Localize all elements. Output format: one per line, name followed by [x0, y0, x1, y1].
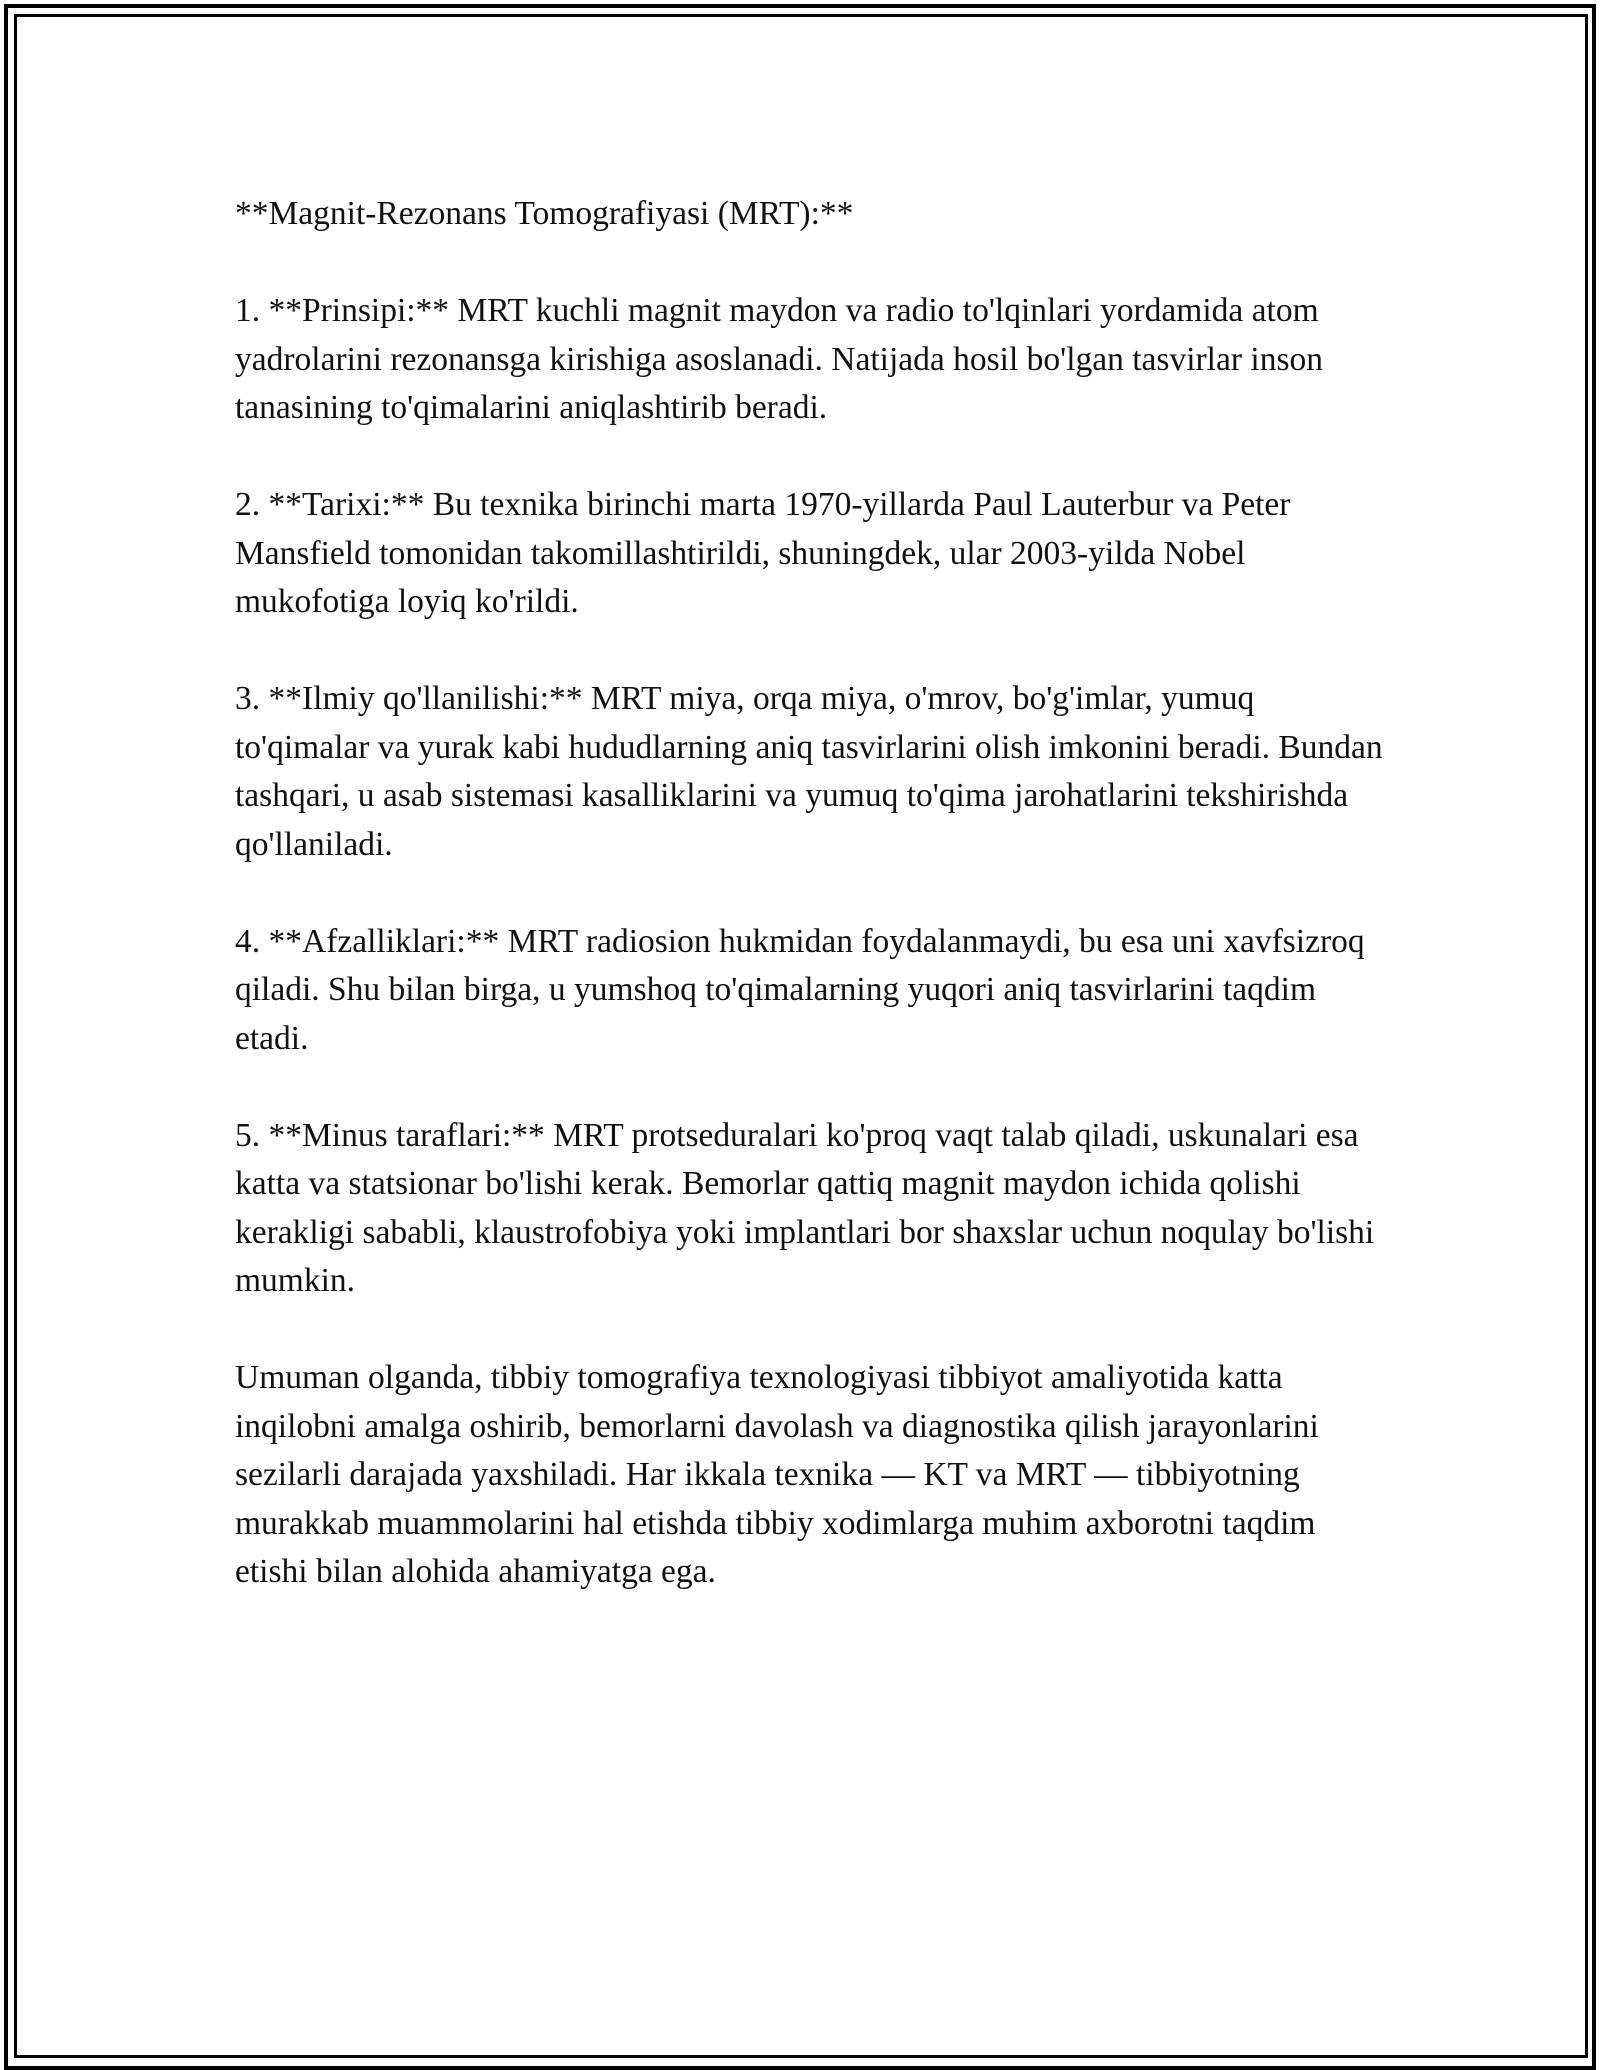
list-item-history: 2. **Tarixi:** Bu texnika birinchi marta 1970-yillarda Paul Lauterbur va Peter Mansfield tomonidan takomillashtirildi, shuningdek, ular 2003-yilda Nobel mukofotiga loyiq ko'rildi.	[235, 486, 1291, 620]
document-body	[235, 190, 1385, 1645]
list-item-principle: 1. **Prinsipi:** MRT kuchli magnit maydon va radio to'lqinlari yordamida atom yadrolarini rezonansga kirishiga asoslanadi. Natijada hosil bo'lgan tasvirlar inson tanasining to'qimalarini aniqlashtirib beradi.	[235, 292, 1323, 426]
conclusion-paragraph: Umuman olganda, tibbiy tomografiya texnologiyasi tibbiyot amaliyotida katta inqilobni amalga oshirib, bemorlarni davolash va diagnostika qilish jarayonlarini sezilarli darajada yaxshiladi. Har ikkala texnika — KT va MRT — tibbiyotning murakkab muammolarini hal etishda tibbiy xodimlarga muhim axborotni taqdim etishi bilan alohida ahamiyatga ega.	[235, 1359, 1319, 1590]
document-heading: **Magnit-Rezonans Tomografiyasi (MRT):**	[235, 195, 854, 232]
list-item-advantages: 4. **Afzalliklari:** MRT radiosion hukmidan foydalanmaydi, bu esa uni xavfsizroq qiladi. Shu bilan birga, u yumshoq to'qimalarning yuqori aniq tasvirlarini taqdim etadi.	[235, 922, 1365, 1057]
list-item-disadvantages: 5. **Minus taraflari:** MRT protseduralari ko'proq vaqt talab qiladi, uskunalari esa katta va statsionar bo'lishi kerak. Bemorlar qattiq magnit maydon ichida qolishi kerakligi sababli, klaustrofobiya yoki implantlari bor shaxslar uchun noqulay bo'lishi mumkin.	[235, 1116, 1375, 1299]
list-item-scientific-use: 3. **Ilmiy qo'llanilishi:** MRT miya, orqa miya, o'mrov, bo'g'imlar, yumuq to'qimalar va yurak kabi hududlarning aniq tasvirlarini olish imkonini beradi. Bundan tashqari, u asab sistemasi kasalliklarini va yumuq to'qima jarohatlarini tekshirishda qo'llaniladi.	[235, 680, 1383, 863]
